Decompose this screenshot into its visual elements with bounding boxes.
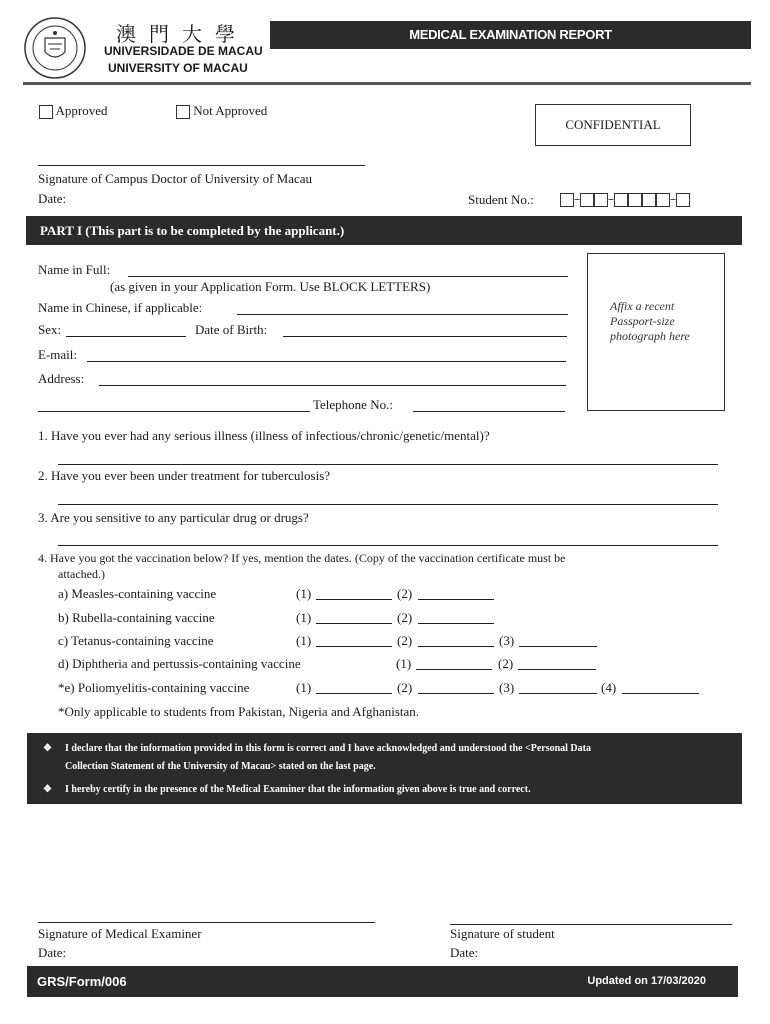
student-no-digit-box[interactable]: [560, 193, 574, 207]
email-field[interactable]: [87, 361, 566, 362]
vaccine-e-slot-1: (1): [296, 680, 312, 695]
vaccine-e-date-3[interactable]: [519, 693, 597, 694]
vaccine-c-slot-2: (2): [397, 633, 413, 648]
vaccine-a-label: a) Measles-containing vaccine: [58, 586, 217, 601]
vaccine-e-date-1[interactable]: [316, 693, 392, 694]
question-1-answer-line[interactable]: [58, 464, 718, 465]
report-title: MEDICAL EXAMINATION REPORT: [409, 27, 612, 42]
address-field-line-2[interactable]: [38, 411, 310, 412]
name-hint: (as given in your Application Form. Use BLOCK LETTERS): [110, 279, 431, 294]
vaccine-b-slot-2: (2): [397, 610, 413, 625]
vaccine-e-label: *e) Poliomyelitis-containing vaccine: [58, 680, 250, 695]
vaccine-e-slot-2: (2): [397, 680, 413, 695]
campus-doctor-signature-label: Signature of Campus Doctor of University of Macau: [38, 171, 313, 186]
footer-bar: [27, 966, 738, 997]
student-no-digit-box[interactable]: [580, 193, 594, 207]
approved-checkbox[interactable]: [39, 105, 53, 119]
telephone-field[interactable]: [413, 411, 565, 412]
photo-text-line-1: Affix a recent: [610, 299, 675, 313]
photo-text-line-2: Passport-size: [610, 314, 675, 328]
vaccine-d-date-1[interactable]: [416, 669, 492, 670]
question-4-continuation: attached.): [58, 567, 105, 581]
declaration-line-1b: Collection Statement of the University of Macau> stated on the last page.: [65, 761, 376, 772]
dash-separator: –: [608, 192, 614, 206]
question-4: 4. Have you got the vaccination below? If yes, mention the dates. (Copy of the vaccination certificate must be: [38, 551, 566, 565]
approved-checkbox-row[interactable]: [39, 103, 108, 119]
campus-doctor-date-label: Date:: [38, 191, 67, 206]
student-no-digit-box[interactable]: [614, 193, 628, 207]
bullet-diamond-icon: ❖: [43, 743, 52, 754]
vaccine-a-date-2[interactable]: [418, 599, 494, 600]
university-logo: [23, 16, 87, 80]
report-title-bar: [270, 21, 751, 49]
sex-label: Sex:: [38, 322, 62, 337]
student-no-boxes[interactable]: [560, 192, 690, 207]
question-3: 3. Are you sensitive to any particular drug or drugs?: [38, 510, 309, 525]
student-no-digit-box[interactable]: [594, 193, 608, 207]
vaccine-c-date-3[interactable]: [519, 646, 597, 647]
campus-doctor-signature-line[interactable]: [38, 165, 365, 166]
student-no-digit-box[interactable]: [642, 193, 656, 207]
vaccine-b-slot-1: (1): [296, 610, 312, 625]
question-2: 2. Have you ever been under treatment for tuberculosis?: [38, 468, 331, 483]
vaccine-c-date-2[interactable]: [418, 646, 494, 647]
address-label: Address:: [38, 371, 85, 386]
declaration-box: [27, 733, 742, 804]
address-field[interactable]: [99, 385, 566, 386]
student-signature-label: Signature of student: [450, 926, 555, 941]
email-label: E-mail:: [38, 347, 77, 362]
name-in-full-field[interactable]: [128, 276, 568, 277]
vaccine-d-date-2[interactable]: [518, 669, 596, 670]
name-in-full-label: Name in Full:: [38, 262, 111, 277]
updated-date: Updated on 17/03/2020: [587, 975, 706, 987]
vaccine-a-slot-1: (1): [296, 586, 312, 601]
vaccine-d-slot-2: (2): [498, 656, 514, 671]
declaration-line-2: I hereby certify in the presence of the Medical Examiner that the information given above is true and correct.: [65, 784, 531, 795]
not-approved-checkbox[interactable]: [176, 105, 190, 119]
dash-separator: –: [670, 192, 676, 206]
confidential-box: [535, 104, 691, 146]
telephone-label: Telephone No.:: [313, 397, 393, 412]
student-no-digit-box[interactable]: [676, 193, 690, 207]
part1-header: PART I (This part is to be completed by the applicant.): [40, 223, 345, 238]
approved-label: Approved: [55, 103, 108, 118]
sex-field[interactable]: [66, 336, 186, 337]
photo-text-line-3: photograph here: [610, 329, 690, 343]
vaccine-e-slot-4: (4): [601, 680, 617, 695]
vaccine-b-label: b) Rubella-containing vaccine: [58, 610, 215, 625]
header-divider: [23, 82, 751, 85]
medical-examiner-signature-label: Signature of Medical Examiner: [38, 926, 202, 941]
vaccine-b-date-2[interactable]: [418, 623, 494, 624]
vaccine-c-label: c) Tetanus-containing vaccine: [58, 633, 214, 648]
vaccine-c-slot-1: (1): [296, 633, 312, 648]
student-no-label: Student No.:: [468, 192, 534, 207]
vaccine-d-slot-1: (1): [396, 656, 412, 671]
part1-header-bar: [26, 216, 742, 245]
vaccine-note: *Only applicable to students from Pakistan, Nigeria and Afghanistan.: [58, 704, 420, 719]
declaration-line-1a: I declare that the information provided in this form is correct and I have acknowledged and understood the <Personal Data: [65, 743, 591, 754]
vaccine-d-label: d) Diphtheria and pertussis-containing vaccine: [58, 656, 301, 671]
vaccine-c-slot-3: (3): [499, 633, 515, 648]
student-no-digit-box[interactable]: [656, 193, 670, 207]
student-date-label: Date:: [450, 945, 479, 960]
vaccine-c-date-1[interactable]: [316, 646, 392, 647]
dob-field[interactable]: [283, 336, 567, 337]
vaccine-a-slot-2: (2): [397, 586, 413, 601]
question-1: 1. Have you ever had any serious illness (illness of infectious/chronic/genetic/mental)?: [38, 428, 490, 443]
student-no-digit-box[interactable]: [628, 193, 642, 207]
university-chinese-name: 澳 門 大 學: [116, 24, 239, 46]
medical-examiner-date-label: Date:: [38, 945, 67, 960]
dash-separator: –: [574, 192, 580, 206]
student-signature-line[interactable]: [450, 924, 732, 925]
name-in-chinese-label: Name in Chinese, if applicable:: [38, 300, 203, 315]
form-code: GRS/Form/006: [37, 974, 127, 989]
university-name-english: UNIVERSITY OF MACAU: [108, 61, 248, 75]
vaccine-e-date-2[interactable]: [418, 693, 494, 694]
not-approved-label: Not Approved: [193, 103, 268, 118]
photo-box[interactable]: [587, 253, 725, 411]
confidential-label: CONFIDENTIAL: [565, 117, 661, 132]
dob-label: Date of Birth:: [195, 322, 268, 337]
bullet-diamond-icon: ❖: [43, 784, 52, 795]
vaccine-e-date-4[interactable]: [622, 693, 699, 694]
vaccine-b-date-1[interactable]: [316, 623, 392, 624]
not-approved-checkbox-row[interactable]: [176, 103, 267, 119]
vaccine-a-date-1[interactable]: [316, 599, 392, 600]
medical-examiner-signature-line[interactable]: [38, 922, 375, 923]
question-2-answer-line[interactable]: [58, 504, 718, 505]
question-3-answer-line[interactable]: [58, 545, 718, 546]
vaccine-e-slot-3: (3): [499, 680, 515, 695]
name-in-chinese-field[interactable]: [237, 314, 568, 315]
university-name-portuguese: UNIVERSIDADE DE MACAU: [104, 44, 263, 58]
